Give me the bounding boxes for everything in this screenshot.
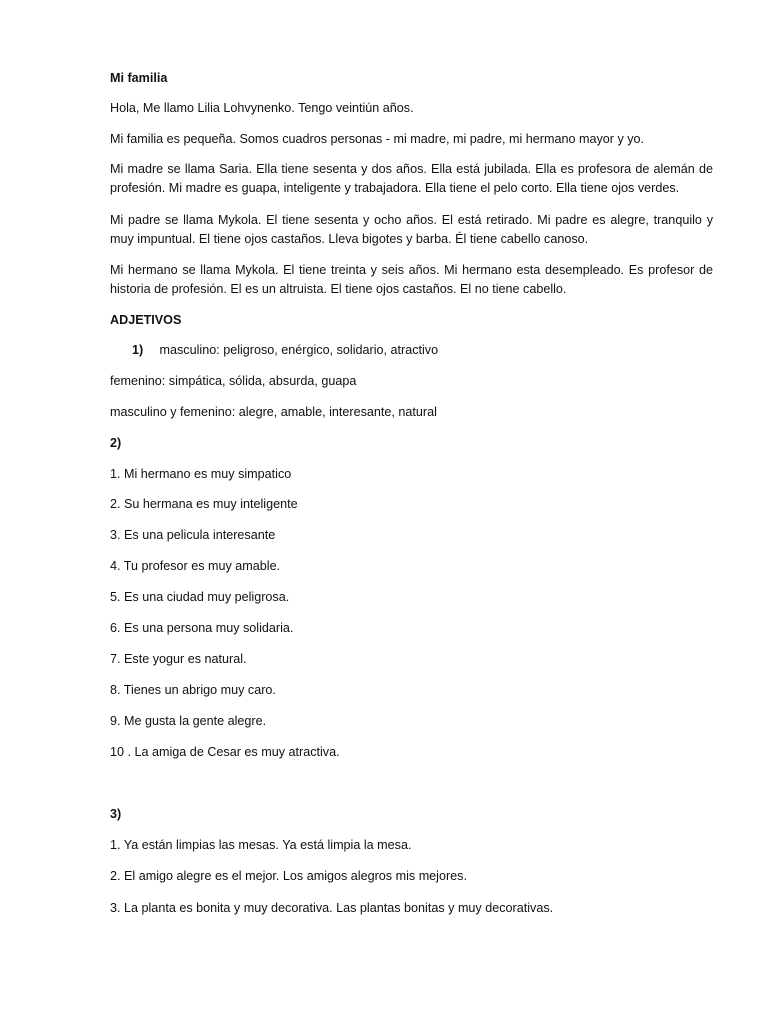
adjetivos-ambos: masculino y femenino: alegre, amable, interesante, natural	[110, 405, 437, 419]
section-3-heading: 3)	[110, 807, 122, 821]
section-2-item: 3. Es una pelicula interesante	[110, 528, 276, 542]
mother-paragraph: Mi madre se llama Saria. Ella tiene sesenta y dos años. Ella está jubilada. Ella es profesora de alemán de profesión. Mi madre es guapa, inteligente y trabajadora. Ella tiene el pelo corto. Ella tiene ojos verdes.	[110, 162, 713, 195]
brother-paragraph: Mi hermano se llama Mykola. El tiene treinta y seis años. Mi hermano esta desempleado. Es profesor de historia de profesión. El es un altruista. El tiene ojos castaños. El no tiene cabello.	[110, 263, 713, 296]
section-2-item: 7. Este yogur es natural.	[110, 652, 247, 666]
adjetivos-heading: ADJETIVOS	[110, 313, 182, 327]
section-2-heading: 2)	[110, 436, 122, 450]
section-2-item: 8. Tienes un abrigo muy caro.	[110, 683, 276, 697]
section-2-item: 9. Me gusta la gente alegre.	[110, 714, 267, 728]
section-2-item: 6. Es una persona muy solidaria.	[110, 621, 294, 635]
father-paragraph: Mi padre se llama Mykola. El tiene sesenta y ocho años. El está retirado. Mi padre es alegre, tranquilo y muy impuntual. El tiene ojos castaños. Lleva bigotes y barba. Él tiene cabello canoso.	[110, 213, 713, 246]
adjetivos-item-1-text: masculino: peligroso, enérgico, solidario, atractivo	[159, 343, 439, 357]
section-2-item: 5. Es una ciudad muy peligrosa.	[110, 590, 290, 604]
adjetivos-item-1	[132, 341, 438, 359]
section-2-item: 10 . La amiga de Cesar es muy atractiva.	[110, 745, 340, 759]
intro-paragraph: Hola, Me llamo Lilia Lohvynenko. Tengo veintiún años.	[110, 101, 414, 115]
document-title: Mi familia	[110, 71, 168, 85]
section-2-item: 2. Su hermana es muy inteligente	[110, 497, 298, 511]
section-2-item: 4. Tu profesor es muy amable.	[110, 559, 281, 573]
adjetivos-item-1-number: 1)	[132, 343, 144, 357]
adjetivos-femenino: femenino: simpática, sólida, absurda, guapa	[110, 374, 357, 388]
section-3-item: 1. Ya están limpias las mesas. Ya está limpia la mesa.	[110, 838, 412, 852]
section-3-item: 2. El amigo alegre es el mejor. Los amigos alegros mis mejores.	[110, 869, 467, 883]
family-paragraph: Mi familia es pequeña. Somos cuadros personas - mi madre, mi padre, mi hermano mayor y yo.	[110, 132, 645, 146]
section-2-item: 1. Mi hermano es muy simpatico	[110, 467, 292, 481]
section-3-item: 3. La planta es bonita y muy decorativa. Las plantas bonitas y muy decorativas.	[110, 901, 554, 915]
